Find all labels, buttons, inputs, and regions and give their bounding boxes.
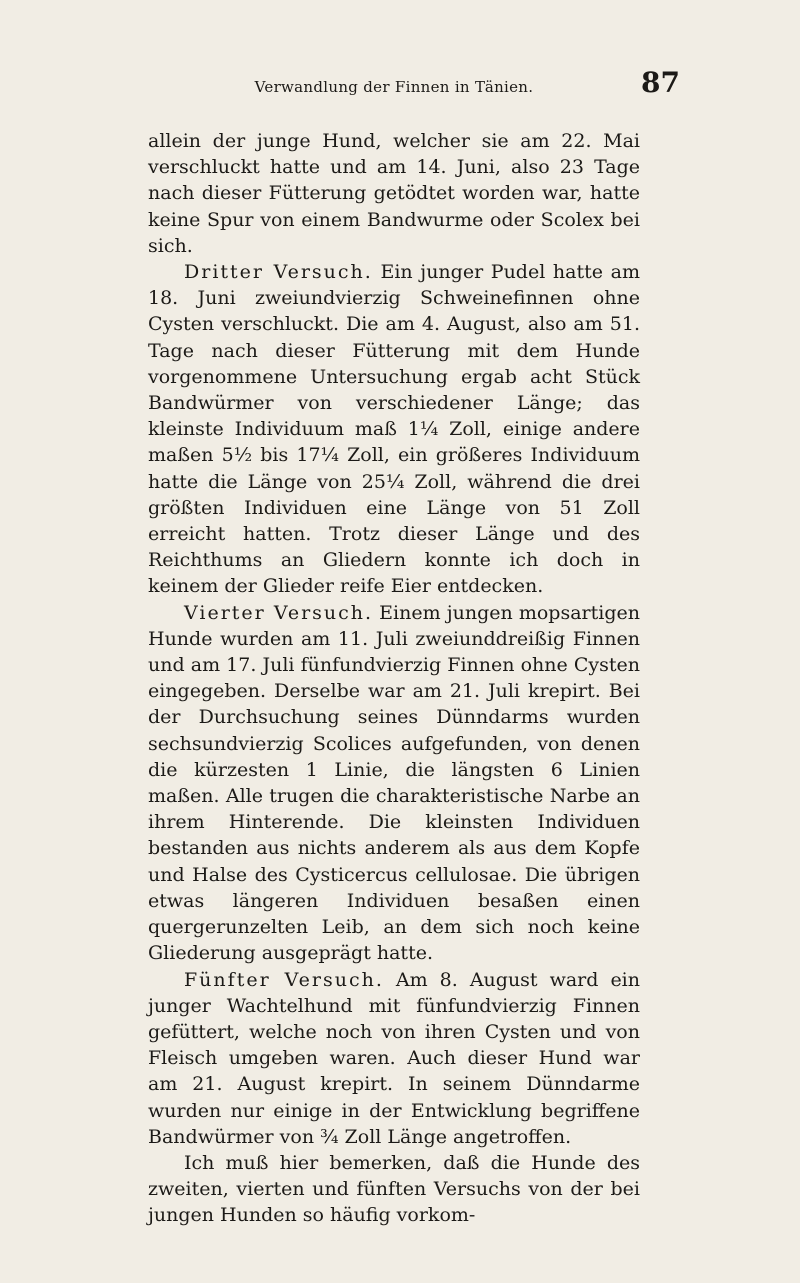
- paragraph-fourth-experiment: [148, 600, 640, 967]
- paragraph-text: Einem jungen mopsartigen Hunde wurden am 11. Juli zweiunddreißig Finnen und am 17. Juli fünfundvierzig Finnen ohne Cysten eingegeben. Derselbe war am 21. Juli krepirt. Bei der Durchsuchung seines Dünndarms wurden sechsundvierzig Scolices aufgefunden, von denen die kürzesten 1 Linie, die längsten 6 Linien maßen. Alle trugen die charakteristische Narbe an ihrem Hinterende. Die kleinsten Individuen bestanden aus nichts anderem als aus dem Kopfe und Halse des Cysticercus cellulosae. Die übrigen etwas längeren Individuen besaßen einen quergerunzelten Leib, an dem sich noch keine Gliederung ausgeprägt hatte.: [148, 601, 640, 965]
- paragraph-third-experiment: [148, 259, 640, 600]
- paragraph-text: Am 8. August ward ein junger Wachtelhund mit fünfundvierzig Finnen gefüttert, welche noch von ihren Cysten und von Fleisch umgeben waren. Auch dieser Hund war am 21. August krepirt. In seinem Dünndarme wurden nur einige in der Entwicklung begriffene Bandwürmer von ¾ Zoll Länge angetroffen.: [148, 968, 640, 1148]
- paragraph-fifth-experiment: [148, 967, 640, 1150]
- body-text: [148, 128, 640, 1229]
- paragraph-text: Ein junger Pudel hatte am 18. Juni zweiundvierzig Schweinefinnen ohne Cysten verschluckt. Die am 4. August, also am 51. Tage nach dieser Fütterung mit dem Hunde vorgenommene Untersuchung ergab acht Stück Bandwürmer von verschiedener Länge; das kleinste Individuum maß 1¼ Zoll, einige andere maßen 5½ bis 17¼ Zoll, ein größeres Individuum hatte die Länge von 25¼ Zoll, während die drei größten Individuen eine Länge von 51 Zoll erreicht hatten. Trotz dieser Länge und des Reichthums an Gliedern konnte ich doch in keinem der Glieder reife Eier entdecken.: [148, 261, 640, 598]
- paragraph-lead: Fünfter Versuch.: [184, 968, 384, 991]
- page-number: 87: [641, 66, 680, 99]
- paragraph-text: allein der junge Hund, welcher sie am 22. Mai verschluckt hatte und am 14. Juni, also 23 Tage nach dieser Fütterung getödtet worden war, hatte keine Spur von einem Bandwurme oder Scolex bei sich.: [148, 130, 640, 257]
- paragraph-lead: Dritter Versuch.: [184, 261, 373, 284]
- paragraph-continuation: [148, 128, 640, 259]
- paragraph-remark: [148, 1150, 640, 1229]
- paragraph-lead: Vierter Versuch.: [184, 601, 374, 624]
- paragraph-text: Ich muß hier bemerken, daß die Hunde des zweiten, vierten und fünften Versuchs von der bei jungen Hunden so häufig vorkom-: [148, 1151, 640, 1227]
- running-title: Verwandlung der Finnen in Tänien.: [254, 78, 534, 96]
